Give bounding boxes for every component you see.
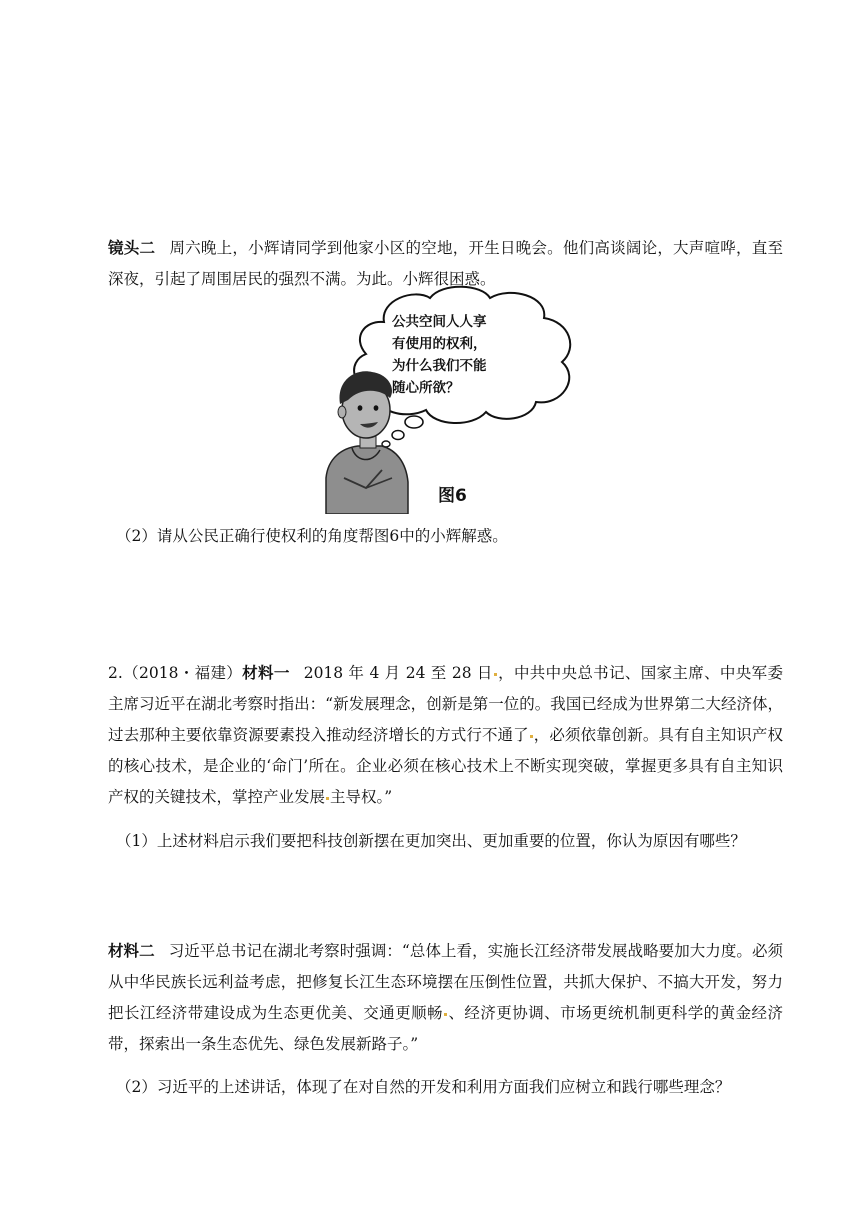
material2-label: 材料二 — [108, 941, 155, 960]
bubble-dot-2 — [392, 431, 404, 440]
material1-paragraph — [108, 657, 783, 813]
material1-label: 材料一 — [242, 663, 290, 682]
bubble-text — [392, 311, 542, 399]
bubble-line: 公共空间人人享 — [392, 314, 487, 330]
item2-question-2: （2）习近平的上述讲话，体现了在对自然的开发和利用方面我们应树立和践行哪些理念？ — [116, 1078, 731, 1096]
material1-text: 2018 年 4 月 24 至 28 日 — [303, 664, 493, 682]
item-prefix: 2.（2018・福建） — [108, 664, 243, 682]
scene2-text: 周六晚上，小辉请同学到他家小区的空地，开生日晚会。他们高谈阔论，大声喧哗，直至深夜，引起了周围居民的强烈不满。为此。小辉很困惑。 — [108, 239, 783, 288]
item2-question-1: （1）上述材料启示我们要把科技创新摆在更加突出、更加重要的位置，你认为原因有哪些？ — [116, 832, 746, 850]
scene2-label: 镜头二 — [108, 238, 156, 257]
material1-text: 主导权。” — [330, 788, 393, 806]
mark-dot — [326, 797, 329, 800]
bubble-dot-1 — [405, 416, 423, 428]
bubble-line: 为什么我们不能 — [392, 358, 487, 374]
mark-dot — [530, 735, 533, 738]
figure-caption: 图6 — [438, 486, 467, 506]
material2-paragraph — [108, 935, 783, 1060]
material1-text: ，必须依靠创新。具有自主知识产权的核心技术，是企业的‘命门’所在。企业必须在核心技术上不断实现突破，掌握更多具有自主知识产权的关键技术，掌控产业发展 — [108, 726, 783, 806]
bubble-line: 有使用的权利， — [392, 336, 487, 352]
mark-dot — [494, 673, 497, 676]
material2-text: 习近平总书记在湖北考察时强调：“总体上看，实施长江经济带发展战略要加大力度。必须从中华民族长远利益考虑，把修复长江生态环境摆在压倒性位置，共抓大保护、不搞大开发，努力把长江经济带建设成为生态更优美、交通更顺畅 — [108, 942, 783, 1022]
scene2-question: （2）请从公民正确行使权利的角度帮图6中的小辉解惑。 — [116, 527, 508, 545]
material2-text: 、经济更协调、市场更统机制更科学的黄金经济带，探索出一条生态优先、绿色发展新路子。” — [108, 1004, 783, 1053]
bubble-line: 随心所欲？ — [392, 380, 460, 396]
mark-dot — [444, 1013, 447, 1016]
material1-text: ，中共中央总书记、国家主席、中央军委主席习近平在湖北考察时指出：“新发展理念，创新是第一位的。我国已经成为世界第二大经济体，过去那种主要依靠资源要素投入推动经济增长的方式行不通了 — [108, 664, 783, 744]
